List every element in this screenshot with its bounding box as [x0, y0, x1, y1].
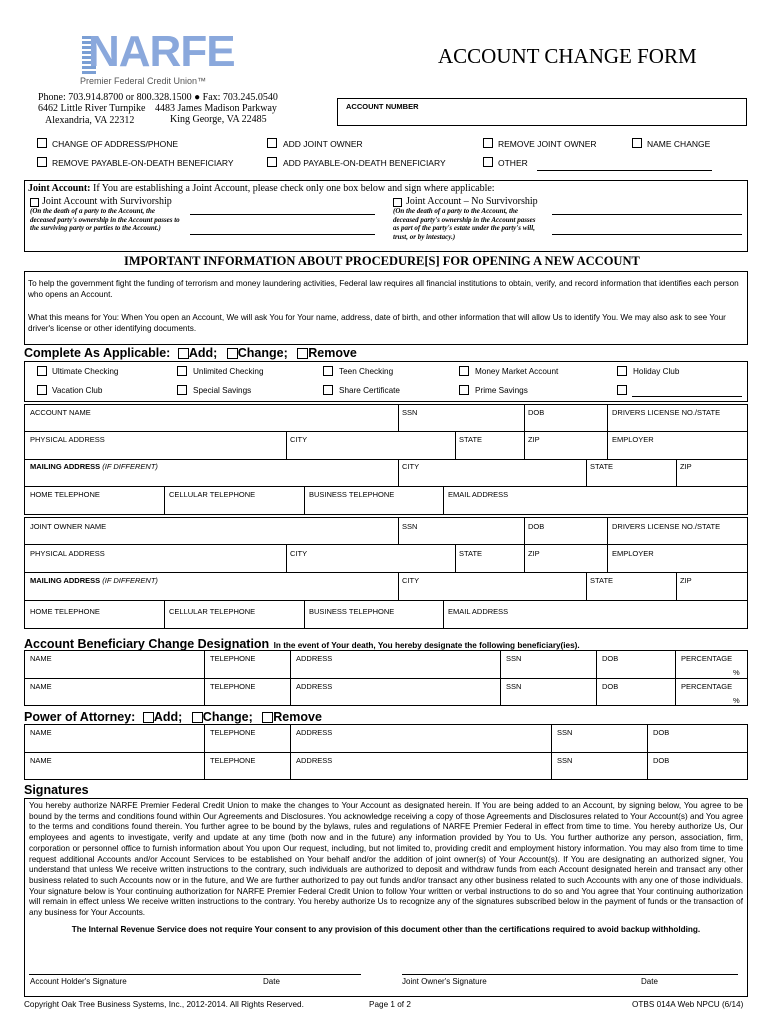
joint-date-label: Date [641, 977, 658, 986]
product-checkbox-7[interactable] [323, 385, 333, 395]
change-address-checkbox[interactable] [37, 138, 47, 148]
irs-notice: The Internal Revenue Service does not require Your consent to any provision of this document other than the certifications required to avoid backup withholding. [71, 925, 701, 934]
beneficiary-name-label: NAME [30, 682, 52, 691]
beneficiary-ssn-label: SSN [506, 682, 522, 691]
product-checkbox-5[interactable] [37, 385, 47, 395]
product-checkbox-3[interactable] [459, 366, 469, 376]
owner-grid-vline [524, 404, 525, 431]
poa-grid-vline [290, 724, 291, 780]
joint-home-telephone-label: HOME TELEPHONE [30, 607, 100, 616]
joint-mailing-text: MAILING ADDRESS [30, 576, 101, 585]
poa-grid-line [24, 752, 748, 753]
mailing-zip-label: ZIP [680, 462, 692, 471]
joint-grid-line [24, 544, 748, 545]
holder-signature-line[interactable] [29, 974, 361, 975]
product-other-line[interactable] [632, 396, 742, 397]
poa-change-checkbox[interactable] [192, 712, 203, 723]
name-change-checkbox[interactable] [632, 138, 642, 148]
product-checkbox-2[interactable] [323, 366, 333, 376]
joint-no-survivorship-checkbox[interactable] [393, 198, 402, 207]
joint-signature-line-4[interactable] [552, 234, 742, 235]
beneficiary-address-label: ADDRESS [296, 682, 333, 691]
beneficiary-address-label: ADDRESS [296, 654, 333, 663]
change-address-label: CHANGE OF ADDRESS/PHONE [52, 139, 179, 149]
branch1-street: 6462 Little River Turnpike [38, 103, 146, 114]
footer-page-number: Page 1 of 2 [369, 1000, 411, 1009]
product-label-3: Money Market Account [475, 367, 559, 376]
joint-grid-vline [443, 600, 444, 629]
poa-telephone-label: TELEPHONE [210, 756, 256, 765]
add-joint-checkbox[interactable] [267, 138, 277, 148]
add-pod-label: ADD PAYABLE-ON-DEATH BENEFICIARY [283, 158, 446, 168]
complete-remove-checkbox[interactable] [297, 348, 308, 359]
important-paragraph-2: What this means for You: When You open an Account, We will ask You for Your name, address, date of birth, and other information that will allow Us to identify You. We may also ask to see Your driver's license or other identifying documents. [28, 313, 726, 333]
owner-grid-line [24, 431, 748, 432]
product-label-7: Share Certificate [339, 386, 400, 395]
joint-owner-name-label: JOINT OWNER NAME [30, 522, 107, 531]
joint-grid-vline [607, 517, 608, 544]
home-telephone-label: HOME TELEPHONE [30, 490, 100, 499]
joint-signature-line[interactable] [402, 974, 738, 975]
complete-change-label: Change; [237, 346, 288, 360]
complete-change-checkbox[interactable] [227, 348, 238, 359]
joint-city-label: CITY [290, 549, 308, 558]
cellular-telephone-label: CELLULAR TELEPHONE [169, 490, 256, 499]
joint-intro-text: If You are establishing a Joint Account, please check only one box below and sign where applicable: [93, 183, 495, 194]
joint-mailing-zip-label: ZIP [680, 576, 692, 585]
complete-add-label: Add; [188, 346, 218, 360]
important-heading: IMPORTANT INFORMATION ABOUT PROCEDURE[S] FOR OPENING A NEW ACCOUNT [124, 254, 640, 268]
poa-ssn-label: SSN [557, 756, 573, 765]
poa-grid-vline [551, 724, 552, 780]
business-telephone-label: BUSINESS TELEPHONE [309, 490, 395, 499]
beneficiary-dob-label: DOB [602, 682, 619, 691]
beneficiary-grid-vline [596, 650, 597, 706]
owner-grid-vline [586, 459, 587, 486]
remove-joint-label: REMOVE JOINT OWNER [498, 139, 597, 149]
beneficiary-percent-sign: % [733, 668, 740, 677]
beneficiary-dob-label: DOB [602, 654, 619, 663]
poa-ssn-label: SSN [557, 728, 573, 737]
product-checkbox-8[interactable] [459, 385, 469, 395]
joint-mailing-state-label: STATE [590, 576, 614, 585]
complete-add-checkbox[interactable] [178, 348, 189, 359]
account-name-label: ACCOUNT NAME [30, 408, 91, 417]
remove-pod-checkbox[interactable] [37, 157, 47, 167]
joint-grid-vline [455, 544, 456, 572]
employer-label: EMPLOYER [612, 435, 654, 444]
if-different-text: (IF DIFFERENT) [102, 462, 158, 471]
state-label: STATE [459, 435, 483, 444]
logo [80, 27, 272, 90]
joint-with-survivorship-checkbox[interactable] [30, 198, 39, 207]
mailing-city-label: CITY [402, 462, 420, 471]
remove-pod-label: REMOVE PAYABLE-ON-DEATH BENEFICIARY [52, 158, 234, 168]
mailing-address-label [30, 462, 158, 471]
account-number-label: ACCOUNT NUMBER [346, 102, 419, 111]
joint-drivers-license-label: DRIVERS LICENSE NO./STATE [612, 522, 721, 531]
joint-business-telephone-label: BUSINESS TELEPHONE [309, 607, 395, 616]
joint-mailing-city-label: CITY [402, 576, 420, 585]
other-input-line[interactable] [537, 170, 712, 171]
poa-address-label: ADDRESS [296, 728, 333, 737]
joint-ssn-label: SSN [402, 522, 418, 531]
joint-signature-line-2[interactable] [190, 234, 375, 235]
owner-grid-vline [607, 431, 608, 459]
poa-dob-label: DOB [653, 728, 670, 737]
beneficiary-telephone-label: TELEPHONE [210, 654, 256, 663]
email-address-label: EMAIL ADDRESS [448, 490, 509, 499]
joint-physical-address-label: PHYSICAL ADDRESS [30, 549, 105, 558]
zip-label: ZIP [528, 435, 540, 444]
beneficiary-grid-vline [204, 650, 205, 706]
joint-grid-vline [304, 600, 305, 629]
add-pod-checkbox[interactable] [267, 157, 277, 167]
joint-grid-vline [286, 544, 287, 572]
joint-no-survivorship-note: (On the death of a party to the Account, the deceased party's ownership in the Account passes as part of the party's estate under the party's will, trust, or by intestacy.) [393, 207, 536, 241]
owner-grid-vline [304, 486, 305, 515]
signatures-heading: Signatures [24, 783, 89, 797]
complete-heading-text: Complete As Applicable: [24, 346, 171, 360]
other-checkbox[interactable] [483, 157, 493, 167]
dob-label: DOB [528, 408, 545, 417]
joint-signature-label: Joint Owner's Signature [402, 977, 487, 986]
poa-telephone-label: TELEPHONE [210, 728, 256, 737]
holder-date-label: Date [263, 977, 280, 986]
joint-with-survivorship-note: (On the death of a party to the Account, the deceased party's ownership in the Account passes to the surviving party or parties to the Account.) [30, 207, 180, 233]
product-label-5: Vacation Club [52, 386, 103, 395]
beneficiary-grid-line [24, 678, 748, 679]
poa-heading-text: Power of Attorney: [24, 710, 136, 724]
complete-remove-label: Remove [308, 346, 357, 360]
joint-grid-vline [676, 572, 677, 600]
owner-grid-line [24, 486, 748, 487]
product-label-6: Special Savings [193, 386, 252, 395]
poa-name-label: NAME [30, 756, 52, 765]
add-joint-label: ADD JOINT OWNER [283, 139, 363, 149]
owner-grid-vline [443, 486, 444, 515]
product-label-0: Ultimate Checking [52, 367, 119, 376]
joint-grid-line [24, 572, 748, 573]
joint-grid-line [24, 600, 748, 601]
other-label: OTHER [498, 158, 528, 168]
joint-grid-vline [586, 572, 587, 600]
joint-if-different-text: (IF DIFFERENT) [102, 576, 158, 585]
name-change-label: NAME CHANGE [647, 139, 711, 149]
joint-email-address-label: EMAIL ADDRESS [448, 607, 509, 616]
joint-grid-vline [398, 517, 399, 544]
poa-grid-vline [647, 724, 648, 780]
joint-employer-label: EMPLOYER [612, 549, 654, 558]
joint-mailing-address-label [30, 576, 158, 585]
joint-zip-label: ZIP [528, 549, 540, 558]
branch1-city: Alexandria, VA 22312 [45, 115, 135, 126]
holder-signature-label: Account Holder's Signature [30, 977, 127, 986]
branch2-street: 4483 James Madison Parkway [155, 103, 277, 114]
beneficiary-grid-vline [500, 650, 501, 706]
product-label-4: Holiday Club [633, 367, 680, 376]
poa-name-label: NAME [30, 728, 52, 737]
poa-add-checkbox[interactable] [143, 712, 154, 723]
owner-grid-vline [164, 486, 165, 515]
physical-address-label: PHYSICAL ADDRESS [30, 435, 105, 444]
beneficiary-percentage-label: PERCENTAGE [681, 654, 733, 663]
poa-address-label: ADDRESS [296, 756, 333, 765]
logo-sub: Premier Federal Credit Union™ [80, 76, 207, 86]
joint-cellular-telephone-label: CELLULAR TELEPHONE [169, 607, 256, 616]
joint-grid-vline [607, 544, 608, 572]
city-label: CITY [290, 435, 308, 444]
owner-grid-vline [398, 459, 399, 486]
beneficiary-percentage-label: PERCENTAGE [681, 682, 733, 691]
product-label-1: Unlimited Checking [193, 367, 264, 376]
owner-grid-vline [607, 404, 608, 431]
product-checkbox-0[interactable] [37, 366, 47, 376]
beneficiary-name-label: NAME [30, 654, 52, 663]
beneficiary-ssn-label: SSN [506, 654, 522, 663]
beneficiary-telephone-label: TELEPHONE [210, 682, 256, 691]
joint-intro-label: Joint Account: [28, 183, 91, 194]
beneficiary-subheading: In the event of Your death, You hereby designate the following beneficiary(ies). [273, 641, 580, 650]
product-checkbox-4[interactable] [617, 366, 627, 376]
mailing-address-text: MAILING ADDRESS [30, 462, 101, 471]
mailing-state-label: STATE [590, 462, 614, 471]
product-checkbox-1[interactable] [177, 366, 187, 376]
footer-copyright: Copyright Oak Tree Business Systems, Inc., 2012-2014. All Rights Reserved. [24, 1000, 304, 1009]
beneficiary-percent-sign: % [733, 696, 740, 705]
poa-grid-vline [204, 724, 205, 780]
product-label-8: Prime Savings [475, 386, 528, 395]
joint-intro [28, 183, 495, 194]
joint-dob-label: DOB [528, 522, 545, 531]
poa-remove-checkbox[interactable] [262, 712, 273, 723]
joint-grid-vline [524, 544, 525, 572]
owner-grid-vline [398, 404, 399, 431]
drivers-license-label: DRIVERS LICENSE NO./STATE [612, 408, 721, 417]
owner-grid-vline [524, 431, 525, 459]
branch2-city: King George, VA 22485 [170, 114, 267, 125]
footer-form-code: OTBS 014A Web NPCU (6/14) [632, 1000, 744, 1009]
owner-grid-vline [676, 459, 677, 486]
owner-grid-line [24, 459, 748, 460]
complete-heading [24, 346, 357, 360]
joint-signature-line-3[interactable] [552, 214, 742, 215]
joint-no-survivorship-label: Joint Account – No Survivorship [406, 196, 538, 207]
poa-add-label: Add; [153, 710, 183, 724]
product-checkbox-6[interactable] [177, 385, 187, 395]
joint-with-survivorship-label: Joint Account with Survivorship [42, 196, 172, 207]
beneficiary-heading-text: Account Beneficiary Change Designation [24, 637, 270, 651]
product-label-2: Teen Checking [339, 367, 394, 376]
poa-heading [24, 710, 322, 724]
joint-grid-vline [164, 600, 165, 629]
beneficiary-grid-vline [290, 650, 291, 706]
poa-dob-label: DOB [653, 756, 670, 765]
joint-signature-line-1[interactable] [190, 214, 375, 215]
joint-grid-vline [524, 517, 525, 544]
owner-grid-vline [286, 431, 287, 459]
signatures-body: You hereby authorize NARFE Premier Federal Credit Union to make the changes to Your Account as designated herein. If You are being added to an Account, by signing below, You agree to be bound by the terms and conditions found within Our Agreements and Disclosures. You acknowledge receiving a copy of those Agreements and Disclosures related to Your Account(s) and You agree to the terms and conditions found therein. You further agree to be bound by the bylaws, rules and regulations of NARFE Premier Federal in effect from time to time. You hereby authorize Us, Our employees and agents to investigate, verify and update at any time (both now and in the future) any information provided by You to Us. You further authorize any person, association, firm, corporation or personnel office to furnish information about You upon Our request, including, but not limited to, providing credit and employment history information. You may also from time to time request additional Accounts and/or Account Services to be established on Your behalf and/or the addition of joint owner(s) of Your Account(s). If You are designating an authorized signer, You understand that unless We receive written instructions to the contrary, such individuals are authorized to deposit and withdraw funds from each Account designated herein and transact any other business related to such Accounts now or in the future, and We are further authorized to pay out funds and/or transact any other business related to such Accounts with any one of those individuals. Your signature below is Your continuing authorization for NARFE Premier Federal Credit Union to follow Your written or verbal instructions to do so and You agree that Your continuing authorization will remain in effect unless We receive written instructions to the contrary. You hereby authorize Us to recognize any of the signatures subscribed below in the payment of funds or the transaction of any business for Your Accounts. [29, 801, 743, 918]
ssn-label: SSN [402, 408, 418, 417]
poa-remove-label: Remove [273, 710, 322, 724]
product-checkbox-9[interactable] [617, 385, 627, 395]
joint-state-label: STATE [459, 549, 483, 558]
important-paragraph-1: To help the government fight the funding of terrorism and money laundering activities, Federal law requires all financial institutions to obtain, verify, and record information that identifies each person who opens an Account. [28, 279, 739, 299]
logo-main: NARFE [88, 27, 235, 76]
joint-grid-vline [398, 572, 399, 600]
form-title: ACCOUNT CHANGE FORM [438, 44, 697, 68]
beneficiary-grid-vline [675, 650, 676, 706]
poa-change-label: Change; [202, 710, 253, 724]
remove-joint-checkbox[interactable] [483, 138, 493, 148]
owner-grid-vline [455, 431, 456, 459]
phone-line: Phone: 703.914.8700 or 800.328.1500 ● Fax: 703.245.0540 [38, 92, 278, 103]
